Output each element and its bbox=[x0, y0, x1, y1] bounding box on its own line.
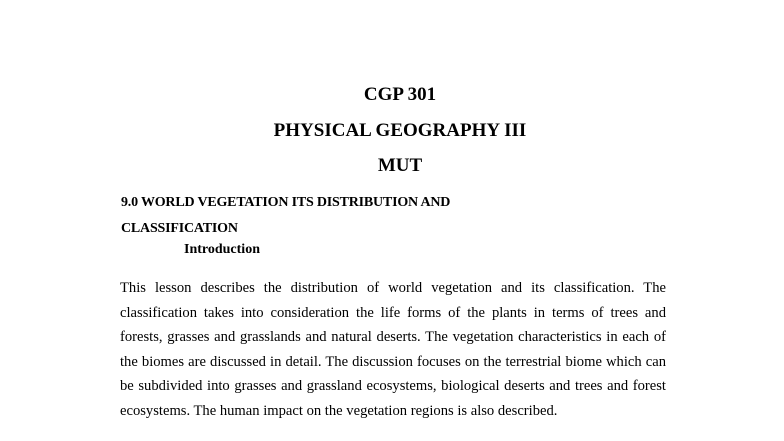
institution: MUT bbox=[377, 155, 423, 176]
course-title: PHYSICAL GEOGRAPHY III bbox=[273, 120, 527, 141]
section-heading: 9.0 WORLD VEGETATION ITS DISTRIBUTION AND CLASSIFICATION bbox=[121, 195, 451, 236]
course-code: CGP 301 bbox=[363, 84, 437, 105]
intro-paragraph: This lesson describes the distribution of world vegetation and its classification. The classification takes into consideration the life forms of the plants in terms of trees and forests, grasses and grasslands and natural deserts. The vegetation characteristics in each of the biomes are discussed in detail. The discussion focuses on the terrestrial biome which can be subdivided into grasses and grassland ecosystems, biological deserts and trees and forest ecosystems. The human impact on the vegetation regions is also described. bbox=[120, 280, 666, 419]
subsection-heading: Introduction bbox=[184, 242, 260, 257]
